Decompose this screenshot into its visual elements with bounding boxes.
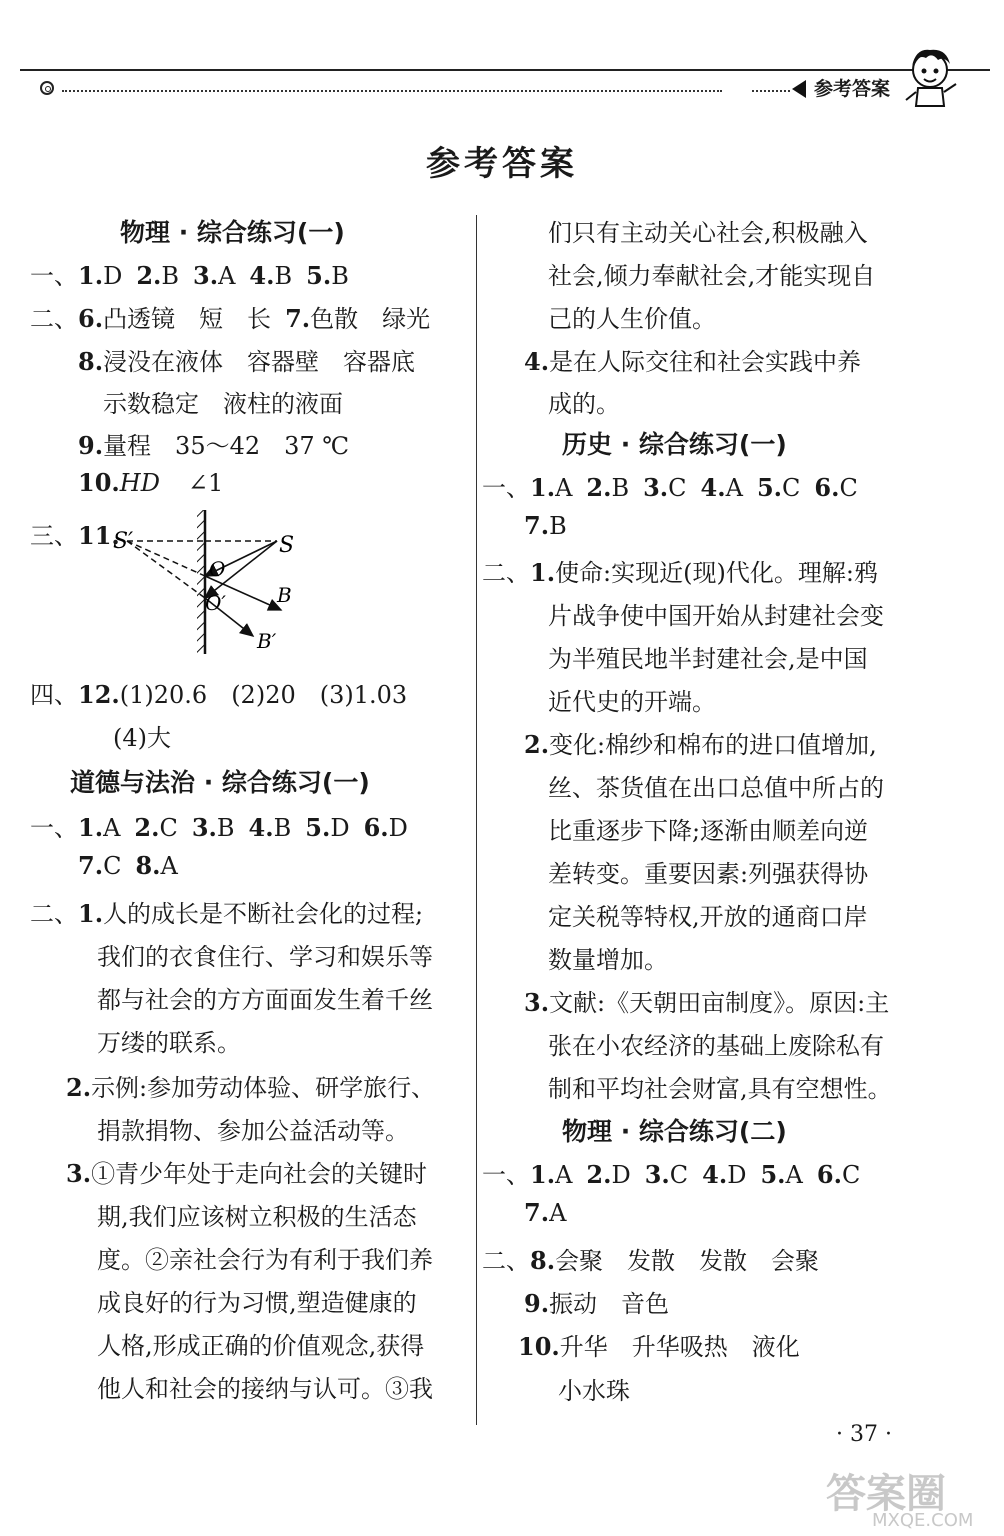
answer-line: 2.示例:参加劳动体验、研学旅行、 bbox=[66, 1073, 436, 1102]
section-heading-history-1: 历史 · 综合练习(一) bbox=[562, 430, 787, 459]
answer-line: 他人和社会的接纳与认可。③我 bbox=[97, 1375, 433, 1403]
answer-line: 比重逐步下降;逐渐由顺差向逆 bbox=[548, 817, 869, 845]
answer-line: 万缕的联系。 bbox=[97, 1029, 241, 1057]
answer-line: 2.变化:棉纱和棉布的进口值增加, bbox=[524, 730, 877, 759]
answer-line: 近代史的开端。 bbox=[548, 688, 716, 716]
answer-line: 一、1.A 2.B 3.C 4.A 5.C 6.C bbox=[482, 473, 858, 502]
answer-line: 张在小农经济的基础上废除私有 bbox=[548, 1032, 884, 1060]
answer-line: 二、8.会聚 发散 发散 会聚 bbox=[482, 1246, 820, 1275]
label-o-prime: O′ bbox=[205, 591, 226, 615]
answer-line: 4.是在人际交往和社会实践中养 bbox=[524, 347, 862, 376]
label-b-prime: B′ bbox=[257, 629, 277, 653]
answer-line: 8.浸没在液体 容器壁 容器底 bbox=[78, 347, 416, 376]
answer-line: 7.C 8.A bbox=[78, 851, 178, 880]
answer-line: 捐款捐物、参加公益活动等。 bbox=[97, 1117, 409, 1145]
answer-line: 成的。 bbox=[548, 390, 620, 418]
label-s-prime: S′ bbox=[113, 529, 134, 554]
answer-line: 小水珠 bbox=[558, 1377, 630, 1405]
answer-line: 制和平均社会财富,具有空想性。 bbox=[548, 1075, 892, 1103]
section-heading-physics-2: 物理 · 综合练习(二) bbox=[562, 1117, 787, 1146]
answer-line: 片战争使中国开始从封建社会变 bbox=[548, 602, 884, 630]
answer-line: 为半殖民地半封建社会,是中国 bbox=[548, 645, 868, 673]
label-s: S bbox=[279, 533, 295, 558]
answer-line: 都与社会的方方面面发生着千丝 bbox=[97, 986, 433, 1014]
answer-line: 一、1.D 2.B 3.A 4.B 5.B bbox=[30, 261, 349, 290]
answer-line: 们只有主动关心社会,积极融入 bbox=[548, 219, 868, 247]
answer-line: 己的人生价值。 bbox=[548, 305, 716, 333]
answer-line: 差转变。重要因素:列强获得协 bbox=[548, 860, 869, 888]
dashed-ray bbox=[127, 541, 205, 576]
answer-line: 我们的衣食住行、学习和娱乐等 bbox=[97, 943, 433, 971]
answer-line: 9.振动 音色 bbox=[524, 1289, 670, 1318]
answer-line: 定关税等特权,开放的通商口岸 bbox=[548, 903, 868, 931]
answer-line: 3.文献:《天朝田亩制度》。原因:主 bbox=[524, 988, 890, 1017]
answer-line: 一、1.A 2.C 3.B 4.B 5.D 6.D bbox=[30, 813, 408, 842]
answer-line: (4)大 bbox=[113, 724, 171, 752]
answer-line: 示数稳定 液柱的液面 bbox=[103, 390, 343, 418]
answer-line: 一、1.A 2.D 3.C 4.D 5.A 6.C bbox=[482, 1160, 861, 1189]
right-column bbox=[476, 0, 1004, 1536]
answer-line: 二、6.凸透镜 短 长 7.色散 绿光 bbox=[30, 304, 431, 333]
label-o: O bbox=[209, 557, 226, 581]
section-heading-physics-1: 物理 · 综合练习(一) bbox=[120, 218, 345, 247]
page-number: · 37 · bbox=[836, 1422, 892, 1447]
answer-line: 期,我们应该树立积极的生活态 bbox=[97, 1203, 417, 1231]
dashed-ray bbox=[127, 541, 205, 598]
answer-line: 二、1.人的成长是不断社会化的过程; bbox=[30, 899, 424, 928]
watermark-logo: 答案圈 bbox=[826, 1471, 946, 1517]
label-b: B bbox=[277, 583, 292, 607]
answer-line: 丝、茶货值在出口总值中所占的 bbox=[548, 774, 884, 802]
answer-line: 数量增加。 bbox=[548, 946, 668, 974]
answer-line: 7.A bbox=[524, 1198, 567, 1227]
answer-line: 人格,形成正确的价值观念,获得 bbox=[97, 1332, 425, 1360]
answer-line: 社会,倾力奉献社会,才能实现自 bbox=[548, 262, 876, 290]
watermark-url: MXQE.COM bbox=[872, 1510, 974, 1531]
answer-line: 9.量程 35～42 37 ℃ bbox=[78, 431, 350, 460]
section-heading-moral-1: 道德与法治 · 综合练习(一) bbox=[70, 768, 370, 797]
answer-line: 度。②亲社会行为有利于我们养 bbox=[97, 1246, 433, 1274]
answer-line: 成良好的行为习惯,塑造健康的 bbox=[97, 1289, 417, 1317]
reflection-diagram bbox=[105, 506, 305, 666]
answer-line: 10.升华 升华吸热 液化 bbox=[518, 1332, 800, 1361]
header-label: 参考答案 bbox=[814, 78, 891, 100]
answer-line: 四、12.(1)20.6 (2)20 (3)1.03 bbox=[30, 680, 408, 709]
answer-line: 7.B bbox=[524, 511, 567, 540]
left-column bbox=[0, 0, 476, 1536]
answer-line: 二、1.使命:实现近(现)代化。理解:鸦 bbox=[482, 558, 878, 587]
answer-line: 3.①青少年处于走向社会的关键时 bbox=[66, 1159, 428, 1188]
page-title: 参考答案 bbox=[426, 144, 578, 184]
answer-line: 10.HD ∠1 bbox=[78, 468, 224, 497]
answer-line: 三、11. bbox=[30, 521, 120, 550]
